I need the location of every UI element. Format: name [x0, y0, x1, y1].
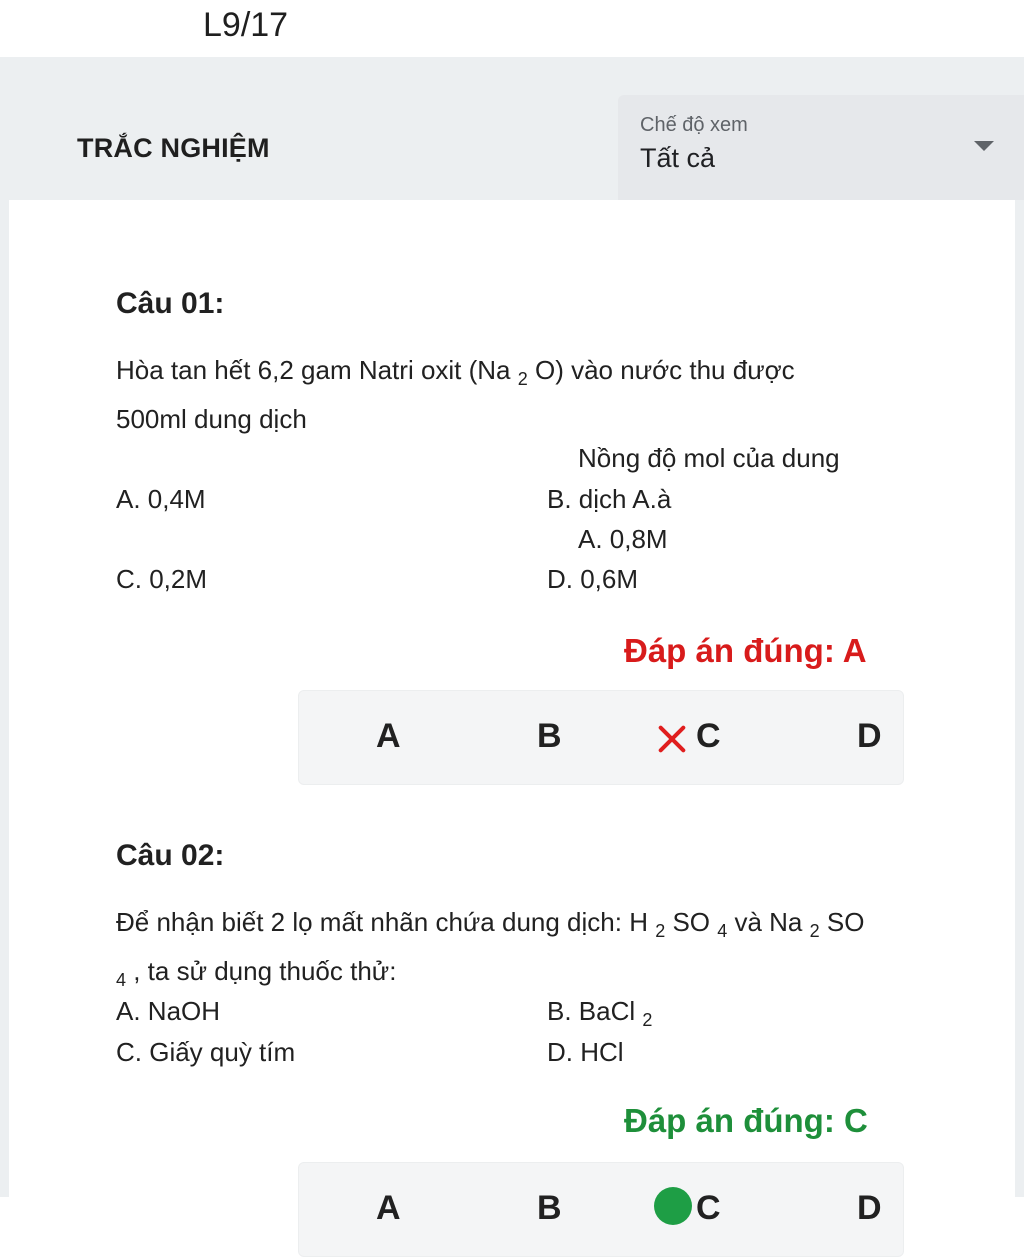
question-2-choices: [298, 1162, 904, 1257]
question-1-text-part: 500ml dung dịch: [116, 404, 307, 434]
subscript: 2: [655, 921, 666, 941]
choice-b[interactable]: B: [537, 717, 562, 755]
question-2-text-part: , ta sử dụng thuốc thử:: [126, 956, 397, 986]
question-2-text-part: Để nhận biết 2 lọ mất nhãn chứa dung dịch: H: [116, 907, 656, 937]
subscript: 4: [717, 921, 728, 941]
question-2-option-d: D. HCl: [547, 1037, 624, 1067]
subscript: 4: [116, 970, 127, 990]
choice-c[interactable]: C: [696, 1189, 721, 1227]
question-2-text-part: SO: [665, 907, 718, 937]
left-border: [0, 200, 9, 1197]
question-1-option-a: A. 0,4M: [116, 484, 206, 514]
view-mode-select[interactable]: [618, 95, 1024, 200]
choice-a[interactable]: A: [376, 717, 401, 755]
lesson-code: L9/17: [203, 6, 289, 44]
subscript: 2: [517, 369, 528, 389]
chevron-down-icon[interactable]: [974, 141, 994, 151]
top-bar: [0, 0, 1024, 57]
choice-c[interactable]: C: [696, 717, 721, 755]
choice-d[interactable]: D: [857, 1189, 882, 1227]
question-1-text-part: O) vào nước thu được: [527, 355, 795, 385]
question-1-text-part: Hòa tan hết 6,2 gam Natri oxit (Na: [116, 355, 518, 385]
page-title: TRẮC NGHIỆM: [77, 133, 270, 163]
question-1-correct-answer: Đáp án đúng: A: [624, 632, 867, 669]
question-1-text: [116, 350, 916, 439]
question-1-option-c: C. 0,2M: [116, 564, 208, 594]
subscript: 2: [809, 921, 820, 941]
question-1-choices: [298, 690, 904, 785]
subscript: 2: [642, 1010, 653, 1030]
view-mode-label: Chế độ xem: [640, 114, 748, 136]
view-mode-value: Tất cả: [640, 143, 716, 173]
question-1-option-d: D. 0,6M: [547, 564, 639, 594]
question-2-option-b-text: B. BaCl: [547, 996, 643, 1026]
question-2-correct-answer: Đáp án đúng: C: [624, 1102, 868, 1139]
choice-b[interactable]: B: [537, 1189, 562, 1227]
correct-check-icon: [654, 1187, 692, 1225]
choice-a[interactable]: A: [376, 1189, 401, 1227]
wrong-x-icon: [657, 724, 687, 754]
right-border: [1015, 200, 1024, 1197]
choice-d[interactable]: D: [857, 717, 882, 755]
question-1-option-b-note: Nồng độ mol của dung: [578, 443, 840, 473]
question-1-option-b-note: A. 0,8M: [578, 524, 668, 554]
question-2-text: [116, 902, 916, 1000]
quiz-header: [0, 57, 1024, 200]
question-2-number: Câu 02:: [116, 839, 225, 872]
question-2-option-c: C. Giấy quỳ tím: [116, 1037, 296, 1067]
question-1-option-b: B. dịch A.à: [547, 484, 672, 514]
question-1-number: Câu 01:: [116, 287, 225, 320]
question-2-text-part: và Na: [727, 907, 810, 937]
question-2-text-part: SO: [819, 907, 865, 937]
question-2-option-a: A. NaOH: [116, 996, 221, 1026]
